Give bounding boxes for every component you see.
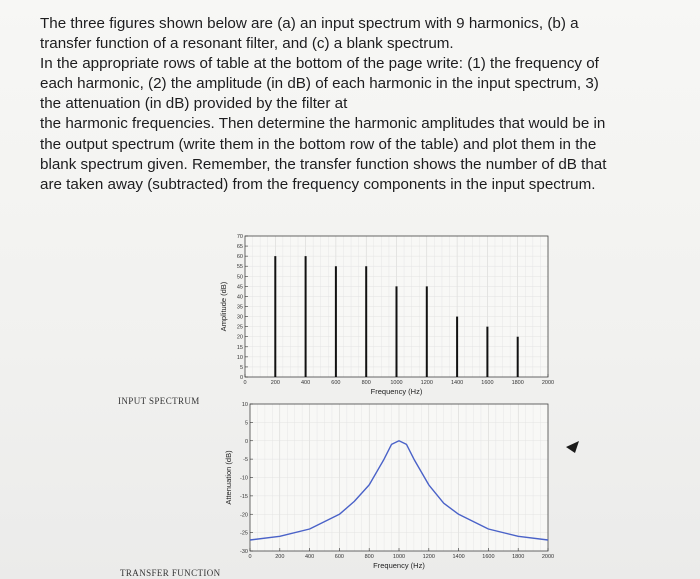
x-tick-label: 600: [331, 380, 341, 386]
x-tick-label: 800: [361, 380, 371, 386]
x-tick-label: 400: [305, 554, 315, 560]
y-tick-label: 0: [239, 375, 243, 381]
x-tick-label: 1200: [422, 554, 435, 560]
y-tick-label: 20: [236, 334, 243, 341]
y-tick-label: 5: [239, 364, 243, 371]
x-tick-label: 200: [275, 554, 285, 560]
x-tick-label: 1000: [392, 554, 406, 560]
y-tick-label: 30: [236, 314, 243, 321]
y-tick-label: 50: [236, 274, 243, 281]
arrow-cursor-icon: [566, 441, 579, 453]
y-tick-label: -5: [243, 457, 248, 464]
y-tick-label: 70: [236, 234, 243, 240]
x-tick-label: 600: [334, 554, 344, 560]
instruction-line: the output spectrum (write them in the bottom row of the table) and plot them in the: [40, 135, 597, 153]
x-tick-label: 1400: [450, 380, 464, 386]
y-tick-label: 45: [236, 284, 243, 291]
y-tick-label: -25: [240, 530, 248, 537]
x-tick-label: 1800: [511, 380, 524, 386]
x-axis-label: Frequency (Hz): [373, 561, 425, 570]
y-tick-label: -10: [240, 475, 248, 482]
instruction-line: blank spectrum given. Remember, the transfer function shows the number of dB that: [40, 155, 607, 173]
x-tick-label: 1600: [482, 554, 495, 560]
x-tick-label: 1200: [420, 380, 433, 386]
x-tick-label: 1800: [512, 554, 525, 560]
x-tick-label: 0: [248, 554, 252, 560]
x-tick-label: 800: [364, 554, 374, 560]
y-tick-label: 10: [241, 402, 248, 408]
y-tick-label: -20: [240, 512, 248, 519]
transfer-function-label: TRANSFER FUNCTION: [120, 568, 221, 578]
y-tick-label: 0: [244, 438, 248, 445]
x-tick-label: 2000: [541, 554, 555, 560]
y-tick-label: -15: [240, 493, 248, 500]
y-tick-label: 10: [236, 354, 243, 361]
y-tick-label: 60: [236, 254, 243, 261]
x-tick-label: 1000: [390, 380, 403, 386]
x-tick-label: 200: [270, 380, 280, 386]
instruction-line: The three figures shown below are (a) an input spectrum with 9 harmonics, (b) a: [40, 15, 579, 32]
instruction-line: the harmonic frequencies. Then determine the harmonic amplitudes that would be in: [40, 115, 606, 133]
input-spectrum-label: INPUT SPECTRUM: [118, 396, 200, 406]
instruction-line: the attenuation (in dB) provided by the filter at: [40, 95, 348, 113]
x-tick-label: 0: [243, 380, 247, 386]
instruction-line: are taken away (subtracted) from the frequency components in the input spectrum.: [40, 175, 596, 193]
y-tick-label: 55: [236, 264, 243, 271]
y-tick-label: 5: [244, 420, 248, 427]
y-tick-label: 40: [236, 294, 243, 301]
y-axis-label: Amplitude (dB): [219, 281, 228, 332]
x-axis-label: Frequency (Hz): [370, 387, 423, 396]
x-tick-label: 2000: [541, 380, 555, 386]
x-tick-label: 1600: [481, 380, 494, 386]
y-tick-label: -30: [240, 549, 248, 555]
instruction-line: In the appropriate rows of table at the bottom of the page write: (1) the frequency of: [40, 55, 599, 73]
x-tick-label: 1400: [452, 554, 465, 560]
y-tick-label: 65: [236, 244, 243, 251]
instruction-line: transfer function of a resonant filter, and (c) a blank spectrum.: [40, 35, 454, 53]
y-tick-label: 15: [236, 344, 243, 351]
y-tick-label: 25: [236, 324, 243, 331]
y-tick-label: 35: [236, 304, 243, 311]
instruction-line: each harmonic, (2) the amplitude (in dB) of each harmonic in the input spectrum, 3): [40, 75, 599, 93]
x-tick-label: 400: [301, 380, 311, 386]
y-axis-label: Attenuation (dB): [224, 450, 233, 505]
